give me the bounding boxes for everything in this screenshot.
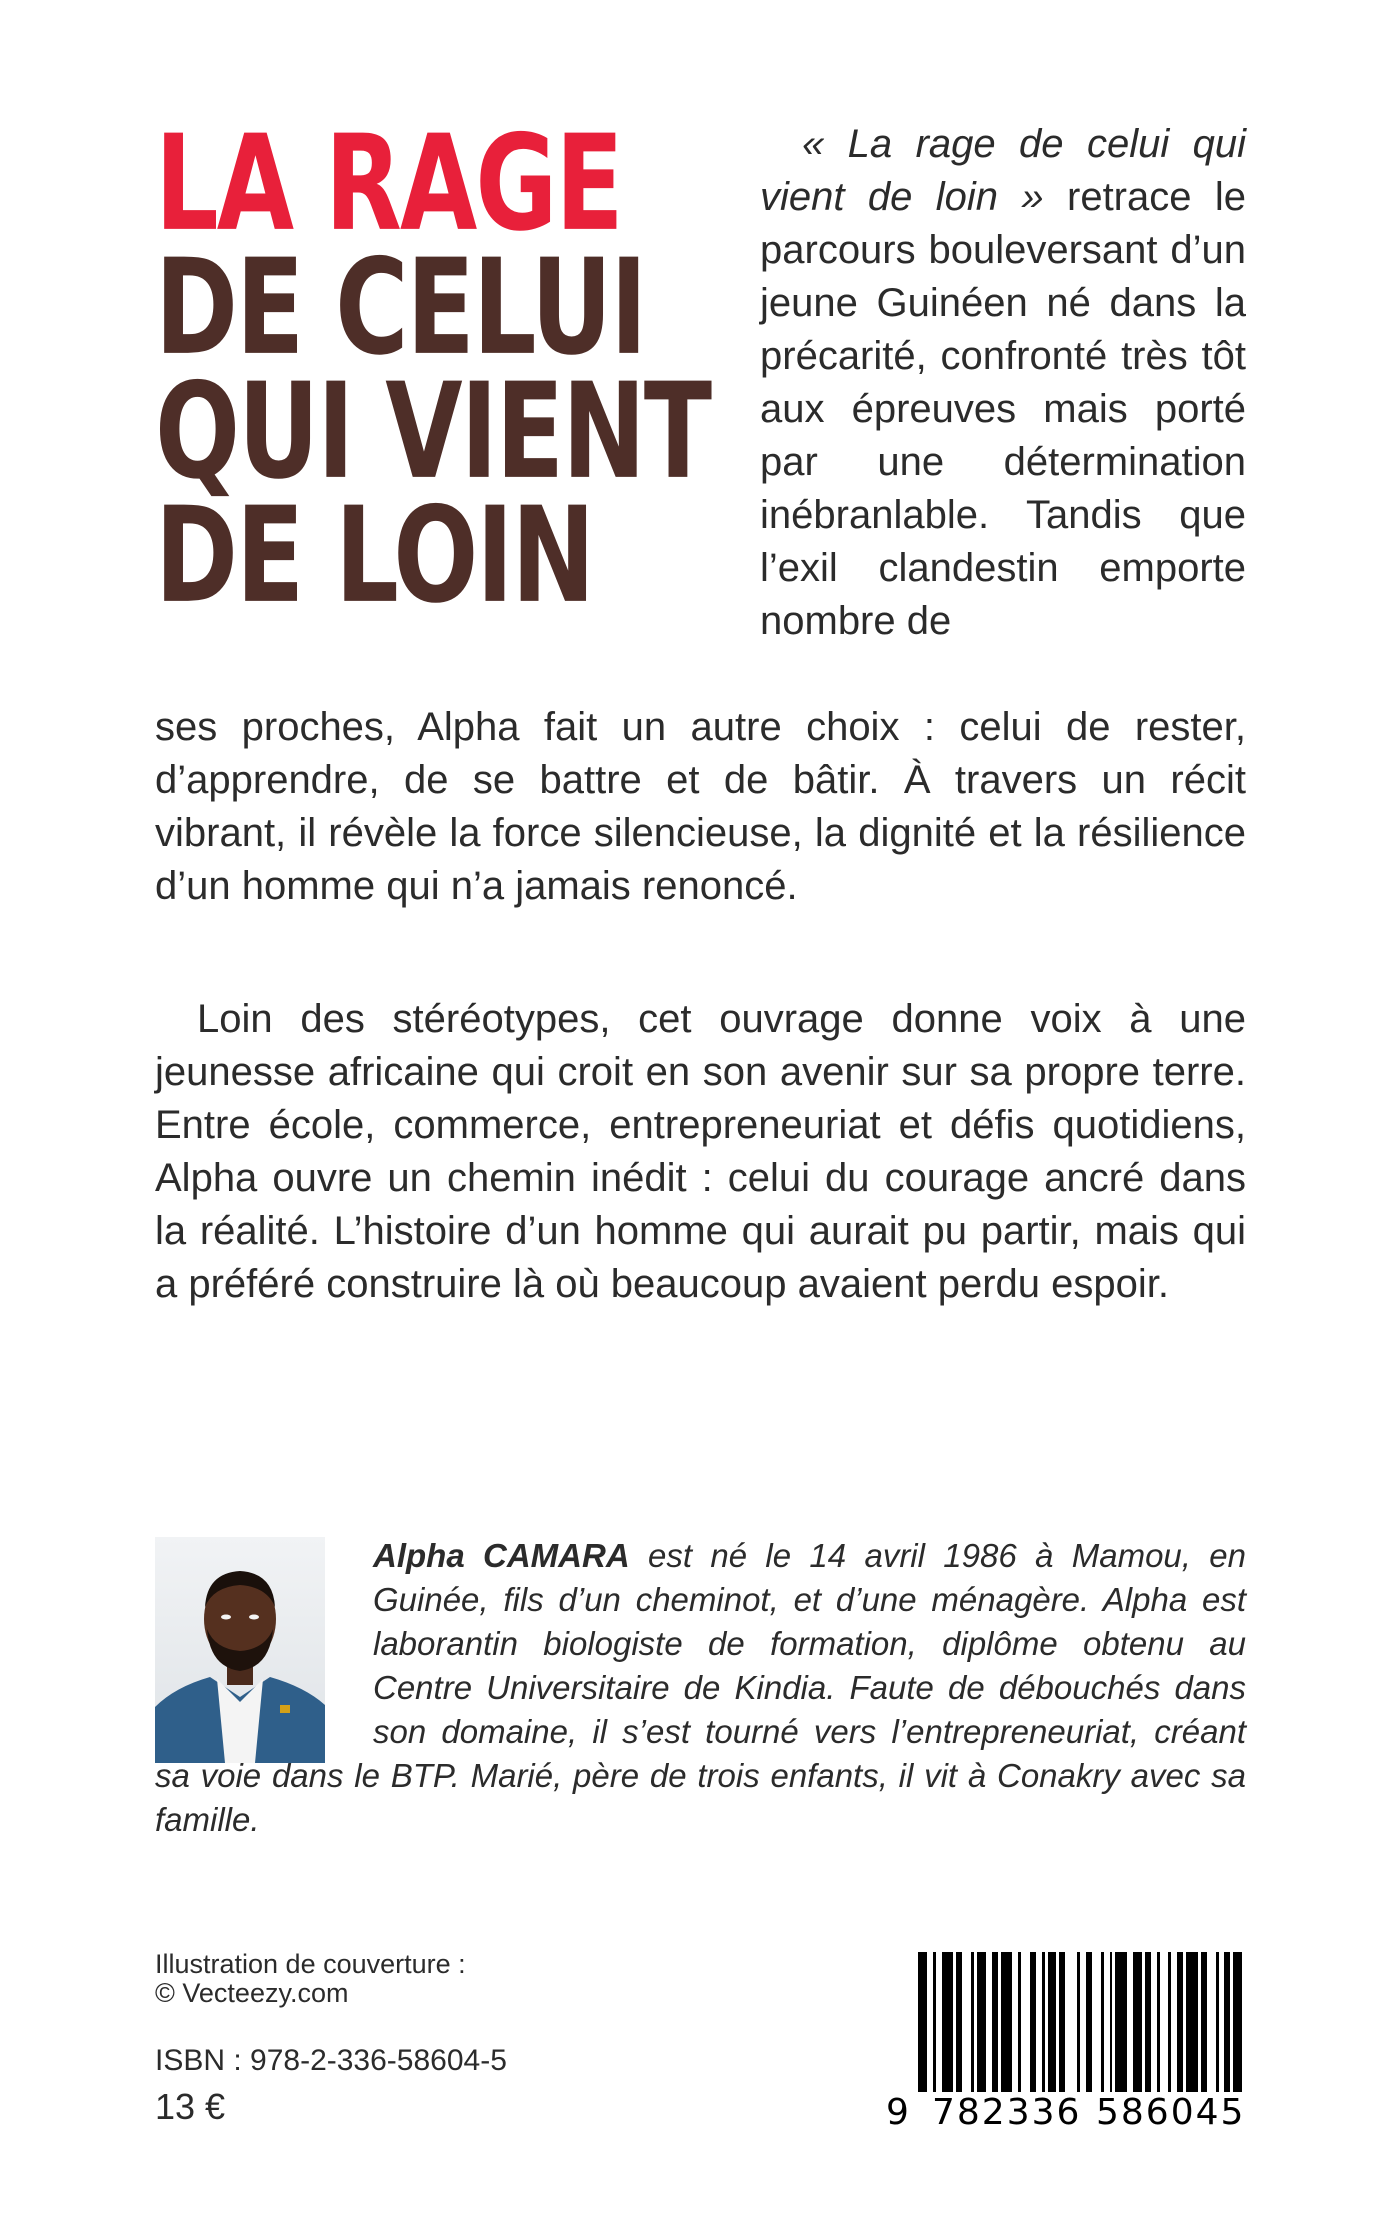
barcode-bar [977, 1952, 986, 2092]
isbn: ISBN : 978-2-336-58604-5 [155, 2044, 507, 2077]
barcode-bar [1001, 1952, 1013, 2092]
illustration-credit [155, 1950, 466, 2008]
title-line-3: QUI VIENT [155, 354, 711, 509]
barcode-bar [1224, 1952, 1230, 2092]
barcode-bar [1186, 1952, 1198, 2092]
summary-paragraph-2: Loin des stéréotypes, cet ouvrage donne voix à une jeunesse africaine qui croit en son avenir sur sa propre terre. Entre école, commerce, entrepreneuriat et défis quotidiens, Alpha ouvre un chemin inédit : celui du courage ancré dans la réalité. L’histoire d’un homme qui aurait pu partir, mais qui a préféré construire là où beaucoup avaient perdu espoir. [155, 997, 1246, 1306]
barcode-bar [942, 1952, 954, 2092]
barcode-bar [1177, 1952, 1183, 2092]
barcode-bar [1030, 1952, 1036, 2092]
title-line-2: DE CELUI [155, 230, 646, 385]
barcode-bar [1101, 1952, 1104, 2092]
credit-value: © Vecteezy.com [155, 1978, 349, 2008]
barcode [880, 1952, 1248, 2134]
summary-text-side: retrace le parcours bouleversant d’un jeune Guinéen né dans la précarité, confronté très tôt aux épreuves mais porté par une détermination inébranlable. Tandis que l’exil clandestin emporte nombre de [760, 175, 1246, 643]
barcode-bar [1216, 1952, 1219, 2092]
barcode-bar [1115, 1952, 1127, 2092]
title-line-1: LA RAGE [155, 106, 622, 261]
title-line-4: DE LOIN [155, 478, 594, 633]
barcode-group-1: 782336 [932, 2092, 1082, 2133]
barcode-bar [933, 1952, 936, 2092]
barcode-bar [1042, 1952, 1045, 2092]
barcode-bar [1157, 1952, 1160, 2092]
barcode-bar [1077, 1952, 1080, 2092]
author-name: Alpha CAMARA [373, 1537, 630, 1574]
barcode-bar [1233, 1952, 1242, 2092]
barcode-bar [1018, 1952, 1021, 2092]
credit-label: Illustration de couverture : [155, 1949, 466, 1979]
barcode-bar [1133, 1952, 1142, 2092]
barcode-bar [956, 1952, 962, 2092]
barcode-bar [1201, 1952, 1207, 2092]
barcode-bar [918, 1952, 927, 2092]
price: 13 € [155, 2086, 226, 2127]
barcode-group-2: 586045 [1096, 2092, 1246, 2133]
barcode-bar [1086, 1952, 1092, 2092]
barcode-bar [971, 1952, 974, 2092]
barcode-bars [918, 1952, 1248, 2092]
summary-paragraph-1-side [760, 118, 1246, 648]
barcode-bar [1059, 1952, 1065, 2092]
summary-paragraph-1-full: ses proches, Alpha fait un autre choix : celui de rester, d’apprendre, de se battre et de bâtir. À travers un récit vibrant, il révèle la force silencieuse, la dignité et la résilience d’un homme qui n’a jamais renoncé. [155, 705, 1246, 908]
barcode-bar [1048, 1952, 1057, 2092]
author-bio [155, 1534, 1246, 1842]
barcode-first-digit: 9 [886, 2092, 909, 2133]
author-bio-text: est né le 14 avril 1986 à Mamou, en Guinée, fils d’un cheminot, et d’une ménagère. Alpha est laborantin biologiste de formation, diplôme obtenu au Centre Universitaire de Kindia. Faute de débouchés dans son domaine, il s’est tourné vers l’entrepreneuriat, créant sa voie dans le BTP. Marié, père de trois enfants, il vit à Conakry avec sa famille. [155, 1537, 1246, 1838]
barcode-bar [1168, 1952, 1171, 2092]
book-title [155, 106, 711, 633]
summary-quote: « La rage de celui qui vient de loin » [760, 122, 1246, 219]
barcode-bar [1145, 1952, 1151, 2092]
barcode-bar [992, 1952, 998, 2092]
barcode-bar [1110, 1952, 1113, 2092]
